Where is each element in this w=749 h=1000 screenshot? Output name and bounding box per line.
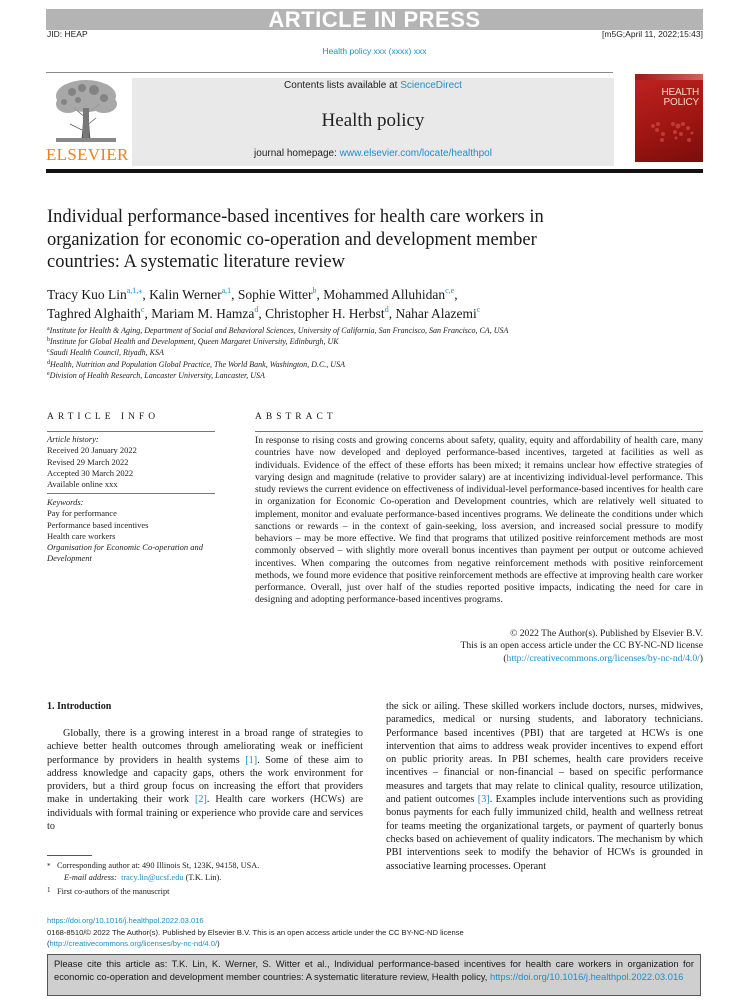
cite-this-article-box [47,954,701,996]
homepage-prefix: journal homepage: [254,148,337,159]
keywords-label: Keywords: [47,497,84,507]
history-online: Available online xxx [47,479,118,490]
affiliation [47,370,667,381]
author[interactable] [323,287,457,302]
author[interactable] [395,306,480,321]
body-text: . Health care workers (HCWs) are individuals with formal training or experience who provide care and services to [47,794,363,833]
license-link[interactable]: http://creativecommons.org/licenses/by-nc-nd/4.0/ [506,652,700,664]
abstract-heading: ABSTRACT [255,412,337,422]
doi-license-link[interactable]: http://creativecommons.org/licenses/by-nc-nd/4.0/ [49,939,218,948]
affiliation [47,325,667,336]
keyword-item: Performance based incentives [47,519,149,530]
citation-doi-link[interactable]: https://doi.org/10.1016/j.healthpol.2022.03.016 [489,970,684,982]
article-history [47,434,217,490]
license-link-line [255,653,703,665]
author-name[interactable]: Kalin Werner [149,287,222,302]
journal-homepage-link[interactable]: www.elsevier.com/locate/healthpol [339,148,492,159]
footnotes [47,858,367,899]
affiliation [47,359,667,370]
cover-title-line1: HEALTH [661,87,699,98]
author-name[interactable]: Taghred Alghaith [47,306,141,321]
body-column-left [47,727,363,833]
author-separator: , [144,306,152,321]
corresponding-author-note [47,858,367,872]
affiliation-mark: d [47,359,50,366]
affiliation [47,347,667,358]
affiliation-text: Health, Nutrition and Population Global Practice, The World Bank, Washington, D.C., USA [50,359,345,369]
copyright-line: © 2022 The Author(s). Published by Elsevier B.V. [510,628,703,639]
masthead-top-rule [46,72,613,73]
author-affiliation-marks[interactable]: c,e [445,286,455,295]
cofirst-author-text: First co-authors of the manuscript [57,887,170,897]
author-separator: , [142,287,150,302]
keyword-item: Organisation for Economic Co-operation and Development [47,542,203,564]
author[interactable] [149,287,238,302]
author-affiliation-marks[interactable]: d [384,305,389,314]
journal-cover-image [635,74,703,162]
affiliation-mark: b [47,337,50,344]
author-name[interactable]: Nahar Alazemi [395,306,477,321]
journal-id: JID: HEAP [47,29,88,39]
author-separator: , [258,306,266,321]
author-affiliation-marks[interactable]: b [312,286,317,295]
author-separator: , [454,287,458,302]
body-column-right [386,700,703,873]
masthead-bottom-rule [46,169,703,173]
author-name[interactable]: Christopher H. Herbst [265,306,385,321]
doi-license-line [47,938,707,950]
paren-open: ( [503,652,507,664]
contents-prefix: Contents lists available at [284,80,398,91]
paren-close: ) [217,939,220,948]
keywords [47,497,217,565]
cover-title [661,88,699,108]
author-affiliation-marks[interactable]: a,1,⁎ [126,286,143,295]
homepage-line [132,148,614,159]
footnote-mark: ⁎ [47,860,51,868]
footnote-rule [47,855,92,856]
processing-stamp: [m5G;April 11, 2022;15:43] [602,29,703,39]
history-accepted: Accepted 30 March 2022 [47,467,134,478]
contents-line [132,80,614,91]
affiliation-mark: c [47,348,50,355]
elsevier-logo [46,78,129,166]
author-affiliation-marks[interactable]: c [476,305,481,314]
affiliation-mark: e [47,370,50,377]
journal-title: Health policy [321,110,425,131]
cover-top-strip [635,74,703,80]
author[interactable] [151,306,265,321]
author-name[interactable]: Mohammed Alluhidan [323,287,446,302]
body-text: . Examples include interventions such as providing bonus payments for each fully immunized child, health and wellness retreat for teams meeting the organizational targets, or payment of quarterly bonus checks based on achievement of quality indicators. The mechanism by which PBI interventions seek to modify the behavior of HCWs is grounded in associative learning processes. Operant [386,794,703,872]
abstract-copyright [255,628,703,665]
masthead-center [132,78,614,166]
body-text: . Some of these aim to address knowledge and capacity gaps, others the work environment for providers, but a third group focus on increasing the effort that providers make in undertaking their work [47,754,364,806]
footnote-mark: 1 [47,886,51,895]
email-suffix: (T.K. Lin). [183,873,222,883]
author-name[interactable]: Mariam M. Hamza [151,306,255,321]
corresponding-author-text: Corresponding author at: 490 Illinois St, 123K, 94158, USA. [57,861,260,870]
affiliation [47,336,667,347]
affiliation-mark: a [47,326,50,332]
author-separator: , [231,287,238,302]
author[interactable] [265,306,395,321]
citation-link[interactable]: [2] [194,794,207,806]
cover-world-map-icon [645,116,697,148]
license-line: This is an open access article under the CC BY-NC-ND license [460,640,703,652]
paren-open: ( [47,939,50,948]
article-info-heading: ARTICLE INFO [47,412,160,422]
email-label: E-mail address: [64,873,117,883]
affiliation-text: Saudi Health Council, Riyadh, KSA [49,348,164,358]
affiliation-text: Institute for Global Health and Development, Queen Margaret University, Edinburgh, UK [50,337,339,347]
keyword-item: Health care workers [47,530,116,541]
author-affiliation-marks[interactable]: d [254,305,259,314]
email-note [47,872,367,884]
affiliation-text: Institute for Health & Aging, Department of Social and Behavioral Sciences, University of California, San Francisco, San Francisco, CA, USA [49,326,509,335]
author[interactable] [47,287,149,302]
article-title: Individual performance-based incentives for health care workers in organization for economic co-operation and development member countries: A systematic literature review [47,207,544,272]
journal-reference: Health policy xxx (xxxx) xxx [322,46,427,56]
author-affiliation-marks[interactable]: c [140,305,145,314]
affiliation-text: Division of Health Research, Lancaster University, Lancaster, USA [49,370,265,380]
history-revised: Revised 29 March 2022 [47,456,129,467]
author[interactable] [238,287,323,302]
author-separator: , [316,287,324,302]
cofirst-author-note [47,884,367,898]
article-in-press-banner: ARTICLE IN PRESS [46,9,703,30]
author[interactable] [47,306,151,321]
doi-link[interactable]: https://doi.org/10.1016/j.healthpol.2022.03.016 [47,916,204,925]
elsevier-wordmark: ELSEVIER [46,145,129,164]
author-affiliation-marks[interactable]: a,1 [221,286,232,295]
author-name[interactable]: Tracy Kuo Lin [47,287,127,302]
keywords-rule [47,493,215,494]
affiliation-list [47,325,667,381]
section-heading-introduction: 1. Introduction [47,701,112,712]
citation-link[interactable]: [1] [245,754,258,766]
citation-link[interactable]: [3] [477,794,490,806]
abstract-text: In response to rising costs and growing concerns about safety, quality, equity and affordability of health care, many countries have now developed and deployed performance-based incentives, targeted at facilities as well as individuals. Evidence of the effect of these efforts has been mixed; it remains unclear how effective strategies of varying design and magnitude (relative to provider salary) are at incentivizing individual-level performance. This study reviews the current evidence on effectiveness of individual-level performance-based incentives for health care in organization for Economic Co-operation and Development countries, which are relatively well situated to implement, monitor and evaluate performance-based incentives programs. We delineate the conditions under which sanctions or rewards – in the context of gain-seeking, loss aversion, and increased social pressure to modify behaviors – may be more effective. We find that programs that utilized positive reinforcement methods are most commonly observed – with slightly more overall bonus incentives than payment per output or outcome achieved incentives. When comparing the outcomes from negative reinforcement methods with positive reinforcement methods, we found more evidence that positive reinforcement methods are effective at improving health care worker performance. Overall, just over half of the studies reported positive impacts, indicating the need for care in designing and adopting performance-based incentives programs. [255,435,703,606]
article-info-rule [47,431,215,432]
keyword-item: Pay for performance [47,508,117,519]
paren-close: ) [699,652,703,664]
elsevier-tree-icon [52,78,120,144]
issn-line: 0168-8510/© 2022 The Author(s). Published by Elsevier B.V. This is an open access article under the CC BY-NC-ND license [47,927,464,937]
history-received: Received 20 January 2022 [47,445,137,456]
author-separator: , [388,306,396,321]
body-text: Globally, there is a growing interest in a broad range of strategies to achieve better health outcomes through ameliorating weak or inefficient performance by providers in health systems [47,728,363,766]
author-name[interactable]: Sophie Witter [237,287,313,302]
citation-text: Please cite this article as: T.K. Lin, K. Werner, S. Witter et al., Individual performance-based incentives for health care workers in organization for economic co-operation and development member countries: A systematic literature review, Health policy, [54,958,694,982]
cover-title-line2: POLICY [663,97,699,108]
email-link[interactable]: tracy.lin@ucsf.edu [121,873,184,883]
doi-block [47,915,707,950]
author-list [47,285,607,323]
body-text: the sick or ailing. These skilled workers include doctors, nurses, midwives, paramedics, medical or nursing students, and laboratory technicians. Performance based incentives (PBI) that are targeted at HCWs is one intervention that aims to address weak provider incentives to expend effort on public priority areas. In PBI schemes, health care providers receive incentives – financial or non-financial – based on specific performance measures and targets that may relate to clinical quality, resource utilization, and patient outcomes [386,701,703,806]
abstract-rule [255,431,703,432]
sciencedirect-link[interactable]: ScienceDirect [400,80,462,91]
history-label: Article history: [47,434,99,444]
